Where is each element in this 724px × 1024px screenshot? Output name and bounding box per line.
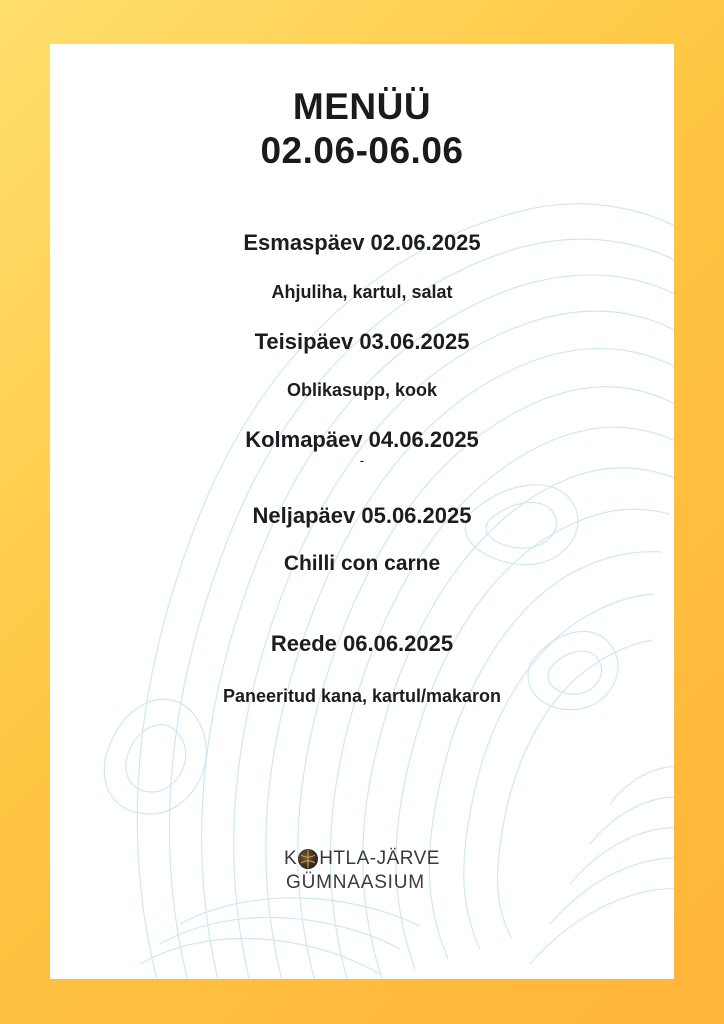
menu-week-range: 02.06-06.06 (260, 130, 464, 171)
logo-line-1 (284, 846, 440, 872)
logo-letter-k: K (284, 848, 298, 869)
day-heading-wednesday: Kolmapäev 04.06.2025 (245, 427, 479, 452)
day-heading-monday: Esmaspäev 02.06.2025 (243, 230, 481, 255)
logo-text-part: HTLA-JÄRVE (319, 848, 440, 869)
dish-monday: Ahjuliha, kartul, salat (271, 282, 453, 302)
day-heading-thursday: Neljapäev 05.06.2025 (252, 503, 472, 528)
menu-content (50, 44, 674, 979)
logo-line-2: GÜMNAASIUM (286, 872, 425, 893)
logo-ball-icon (298, 849, 318, 869)
school-logo (284, 846, 444, 898)
day-heading-tuesday: Teisipäev 03.06.2025 (254, 329, 470, 354)
dish-wednesday: - (359, 452, 365, 468)
dish-thursday: Chilli con carne (283, 552, 441, 575)
dish-friday: Paneeritud kana, kartul/makaron (222, 686, 502, 706)
menu-card (50, 44, 674, 979)
day-heading-friday: Reede 06.06.2025 (270, 631, 454, 656)
dish-tuesday: Oblikasupp, kook (286, 380, 438, 400)
menu-title: MENÜÜ (292, 86, 432, 127)
